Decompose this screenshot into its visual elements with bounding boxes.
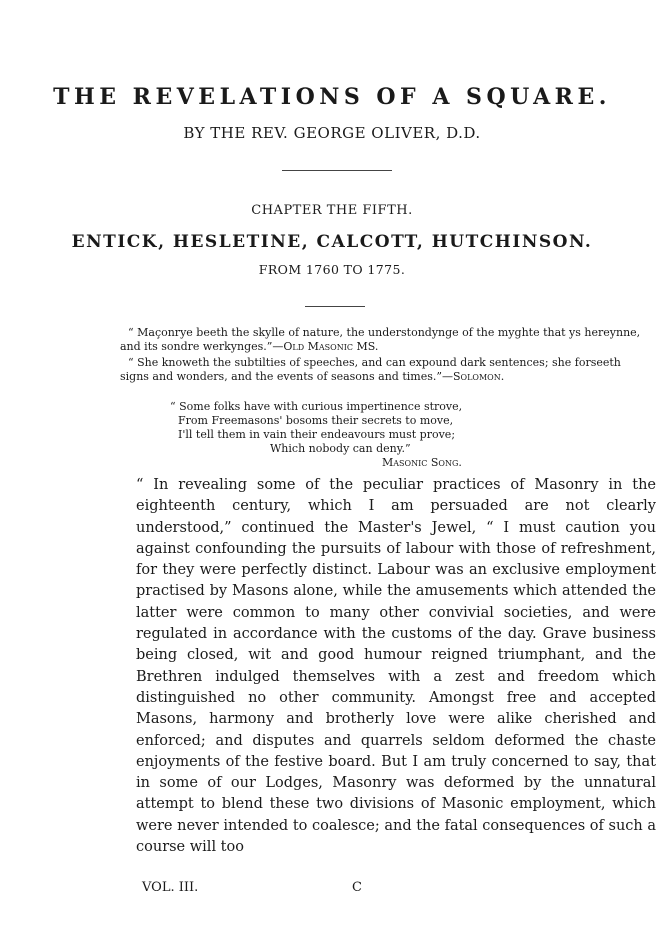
body-paragraph: “ In revealing some of the peculiar practices of Masonry in the eighteenth century, which I am persuaded are not clearly understood,” continued the Master's Jewel, “ I must caution you against confounding the pursuits of labour with those of refreshment, for they were perfectly distinct. Labour was an exclusive employment practised by Masons alone, while the amusements which attended the latter were common to many other convivial societies, and were regulated in accordance with the customs of the day. Grave business being closed, wit and good humour reigned triumphant, and the Brethren indulged themselves with a zest and freedom which distinguished no other community. Amongst free and accepted Masons, harmony and brotherly love were alike cherished and enforced; and disputes and quarrels seldom deformed the chaste enjoyments of the festive board. But I am truly concerned to say, that in some of our Lodges, Masonry was deformed by the unnatural attempt to blend these two divisions of Masonic employment, which were never intended to coalesce; and the fatal consequences of such a course will too	[136, 477, 657, 856]
page-footer	[142, 880, 542, 895]
verse-line-last: Which nobody can deny.”	[270, 442, 411, 455]
chapter-names: ENTICK, HESLETINE, CALCOTT, HUTCHINSON.	[71, 232, 593, 252]
epigraph-2-source: Solomon.	[452, 370, 505, 383]
verse-line: I'll tell them in vain their endeavours must prove;	[178, 428, 456, 441]
page-title: THE REVELATIONS OF A SQUARE.	[53, 84, 611, 110]
verse-attribution: Masonic Song.	[382, 456, 462, 469]
chapter-heading: CHAPTER THE FIFTH.	[251, 203, 413, 218]
verse-line: From Freemasons' bosoms their secrets to move,	[178, 414, 454, 427]
epigraph-1	[120, 326, 644, 354]
verse-line: “ Some folks have with curious impertinence strove,	[170, 400, 463, 413]
signature-mark: C	[352, 880, 362, 895]
epigraph-2-text: “ She knoweth the subtilties of speeches, and can expound dark sentences; she forseeth signs and wonders, and the events of seasons and times.”—	[120, 356, 621, 383]
epigraph-2	[120, 356, 644, 384]
volume-number: VOL. III.	[142, 880, 199, 895]
divider-rule-short	[305, 306, 365, 307]
verse-epigraph	[170, 400, 470, 470]
divider-rule	[282, 170, 392, 171]
epigraph-1-text: “ Maçonrye beeth the skylle of nature, the understondynge of the myghte that ys hereynne, and its sondre werkynges.”—	[120, 326, 641, 353]
epigraph-1-source: Old Masonic MS.	[283, 340, 379, 353]
chapter-dates: FROM 1760 TO 1775.	[258, 262, 406, 277]
author-byline: BY THE REV. GEORGE OLIVER, D.D.	[183, 124, 481, 142]
